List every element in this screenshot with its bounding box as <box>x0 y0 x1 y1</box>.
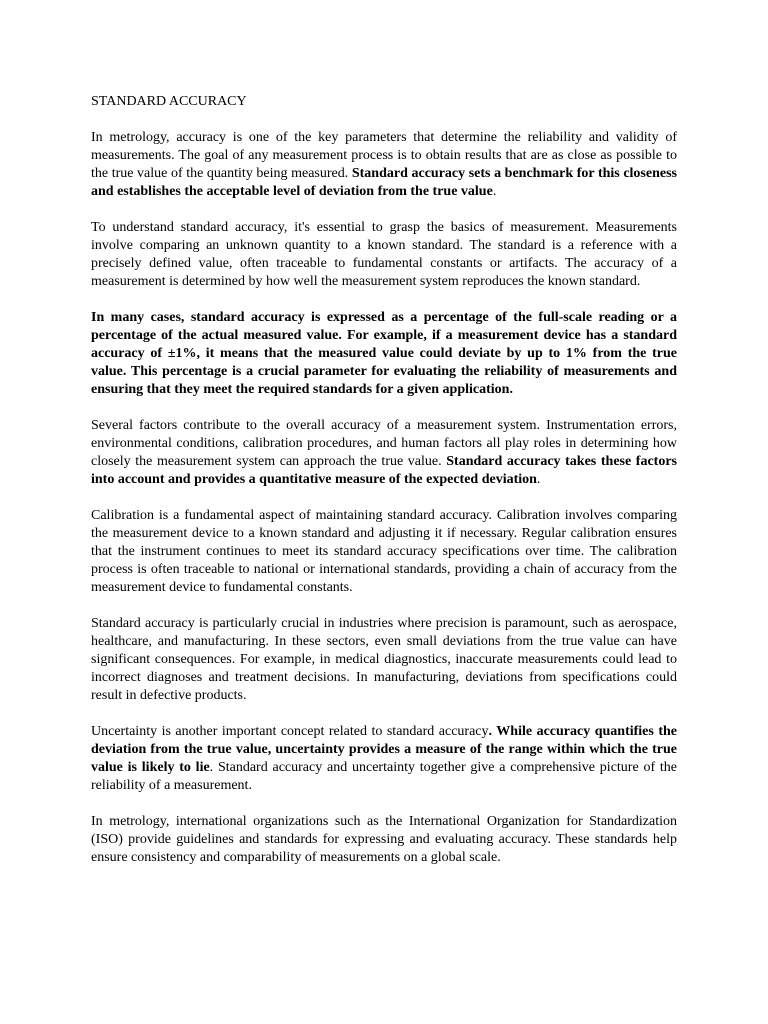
text-segment: In metrology, international organizations such as the International Organization for Standardization (ISO) provide guidelines and standards for expressing and evaluating accuracy. These standards help ensure consistency and comparability of measurements on a global scale. <box>91 814 677 865</box>
paragraph-2 <box>91 219 677 291</box>
document-title: STANDARD ACCURACY <box>91 94 247 109</box>
bold-text-segment: Standard accuracy sets a benchmark for this closeness and establishes the acceptable level of deviation from the true value <box>91 166 677 199</box>
text-segment: . Standard accuracy and uncertainty together give a comprehensive picture of the reliability of a measurement. <box>91 760 677 793</box>
paragraph-7 <box>91 723 677 795</box>
paragraph-8 <box>91 813 677 867</box>
text-segment: To understand standard accuracy, it's essential to grasp the basics of measurement. Measurements involve comparing an unknown quantity to a known standard. The standard is a reference with a precisely defined value, often traceable to fundamental constants or artifacts. The accuracy of a measurement is determined by how well the measurement system reproduces the known standard. <box>91 220 677 289</box>
document-body <box>91 129 677 867</box>
text-segment: In metrology, accuracy is one of the key parameters that determine the reliability and validity of measurements. The goal of any measurement process is to obtain results that are as close as possible to the true value of the quantity being measured. <box>91 130 677 181</box>
paragraph-4 <box>91 417 677 489</box>
text-segment: . <box>536 472 541 487</box>
paragraph-3 <box>91 309 677 399</box>
text-segment: Several factors contribute to the overall accuracy of a measurement system. Instrumentation errors, environmental conditions, calibration procedures, and human factors all play roles in determining how closely the measurement system can approach the true value. <box>91 418 677 469</box>
text-segment: Uncertainty is another important concept related to standard accuracy <box>91 724 489 739</box>
bold-text-segment: In many cases, standard accuracy is expressed as a percentage of the full-scale reading or a percentage of the actual measured value. For example, if a measurement device has a standard accuracy of ±1%, it means that the measured value could deviate by up to 1% from the true value. This percentage is a crucial parameter for evaluating the reliability of measurements and ensuring that they meet the required standards for a given application. <box>91 310 677 397</box>
document-page <box>91 93 677 885</box>
bold-text-segment: . While accuracy quantifies the deviation from the true value, uncertainty provides a measure of the range within which the true value is likely to lie <box>91 724 677 775</box>
paragraph-1 <box>91 129 677 201</box>
text-segment: . <box>492 184 497 199</box>
paragraph-6 <box>91 615 677 705</box>
bold-text-segment: Standard accuracy takes these factors into account and provides a quantitative measure of the expected deviation <box>91 454 678 487</box>
text-segment: Standard accuracy is particularly crucial in industries where precision is paramount, such as aerospace, healthcare, and manufacturing. In these sectors, even small deviations from the true value can have significant consequences. For example, in medical diagnostics, inaccurate measurements could lead to incorrect diagnoses and treatment decisions. In manufacturing, deviations from specifications could result in defective products. <box>91 616 677 703</box>
paragraph-5 <box>91 507 677 597</box>
text-segment: Calibration is a fundamental aspect of maintaining standard accuracy. Calibration involves comparing the measurement device to a known standard and adjusting it if necessary. Regular calibration ensures that the instrument continues to meet its standard accuracy specifications over time. The calibration process is often traceable to national or international standards, providing a chain of accuracy from the measurement device to fundamental constants. <box>91 508 677 595</box>
